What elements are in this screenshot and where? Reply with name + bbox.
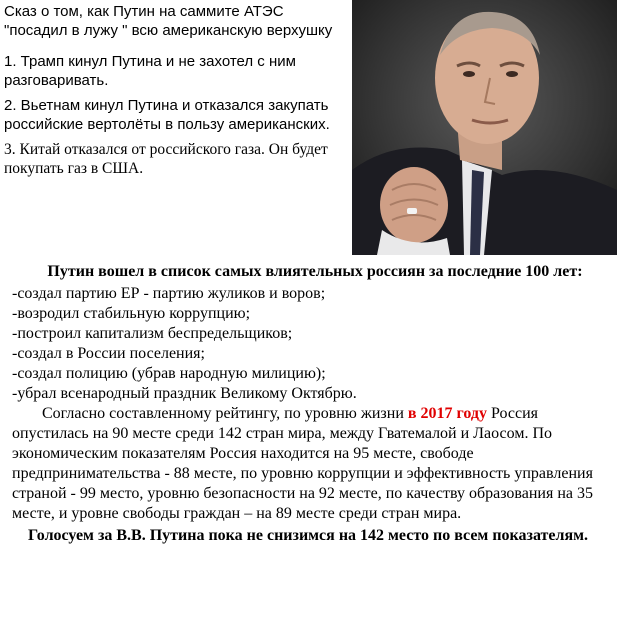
intro-block [4,2,350,184]
list-item: -создал в России поселения; [12,345,205,362]
list-item: -построил капитализм беспредельщиков; [12,325,293,342]
closing-statement: Голосуем за В.В. Путина пока не снизимся на 142 место по всем показателям. [28,527,589,544]
portrait-illustration [352,0,617,255]
list-item: -создал партию ЕР - партию жуликов и воров; [12,285,326,302]
photo [352,0,617,255]
rating-text-start: Согласно составленному рейтингу, по уровню жизни [42,405,404,422]
year-highlight: в 2017 году [403,405,488,422]
list-item: -возродил стабильную коррупцию; [12,305,251,322]
list-item: -убрал всенародный праздник Великому Октябрю. [12,385,357,402]
achievements-list [12,284,612,404]
rating-text-rest: Россия опустилась на 90 месте среди 142 стран мира, между Гватемалой и Лаосом. По экономическим показателям Россия находится на 95 месте, свободе предпринимательства - 88 месте, по уровню коррупции и эффективность управления страной - 99 место, уровню безопасности на 92 месте, по качеству образования на 35 месте, и уровне свободы граждан – на 89 месте среди стран мира. [12,405,594,522]
intro-item-1: 1. Трамп кинул Путина и не захотел с ним разговаривать. [4,53,296,89]
intro-item-2: 2. Вьетнам кинул Путина и отказался закупать российские вертолёты в пользу американских. [4,97,330,133]
intro-item-3: 3. Китай отказался от российского газа. Он будет покупать газ в США. [4,141,328,177]
list-title: Путин вошел в список самых влиятельных россиян за последние 100 лет: [47,263,583,280]
main-text [12,262,612,546]
list-item: -создал полицию (убрав народную милицию); [12,365,326,382]
rating-paragraph [12,404,612,524]
intro-headline: Сказ о том, как Путин на саммите АТЭС "посадил в лужу " всю американскую верхушку [4,3,333,39]
